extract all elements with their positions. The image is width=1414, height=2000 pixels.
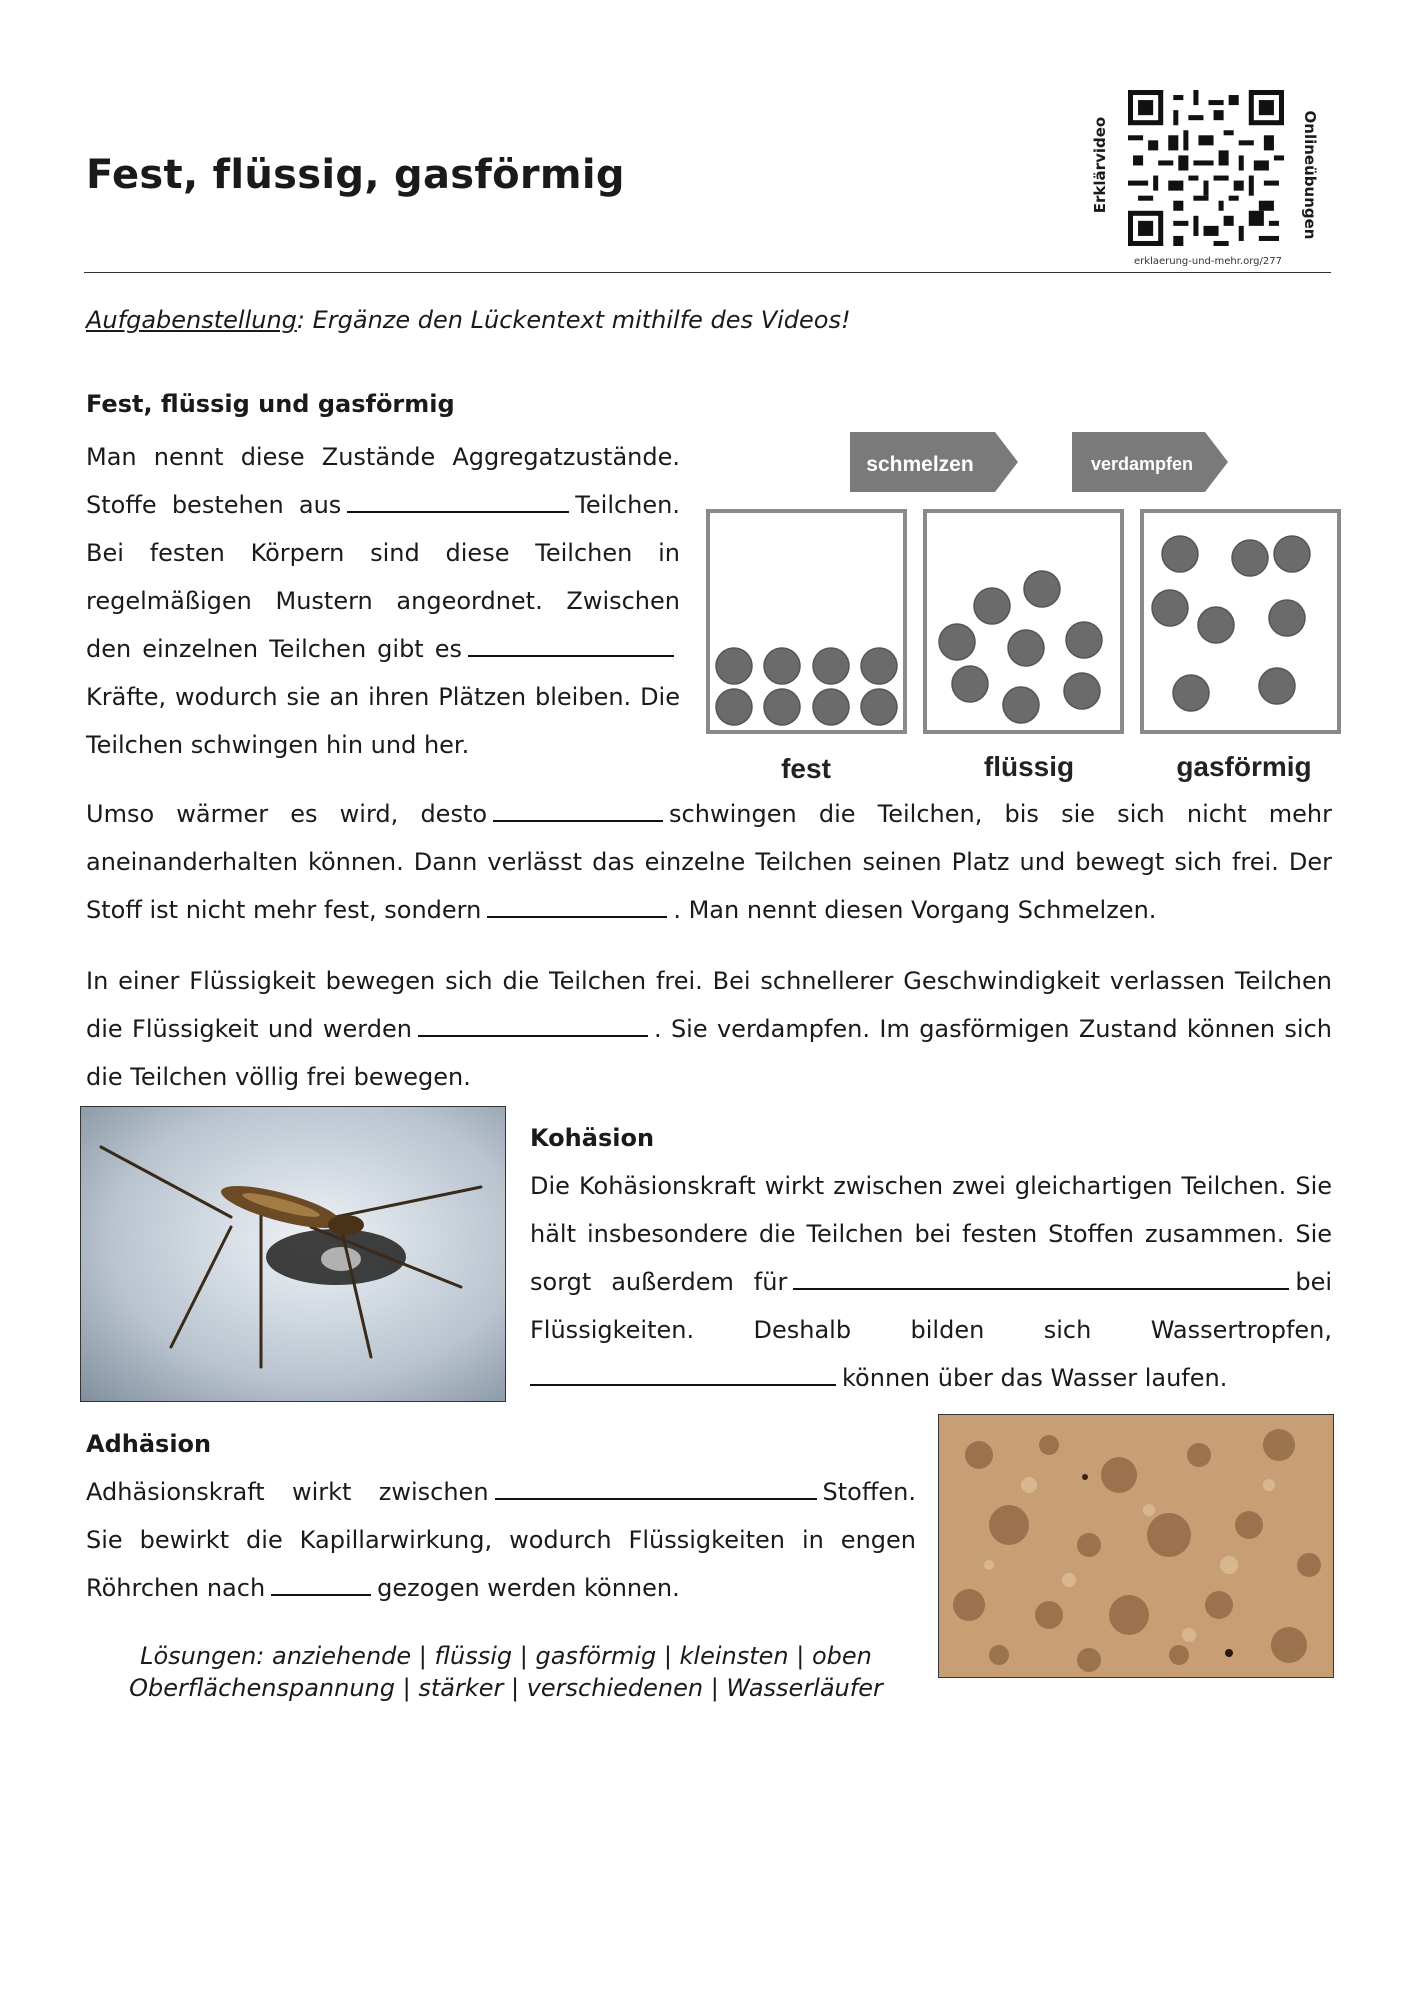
label-solid: fest: [781, 753, 831, 784]
header-divider: [84, 272, 1331, 273]
gap-field-4[interactable]: [487, 916, 667, 918]
particles: [716, 536, 1310, 725]
label-gas: gasförmig: [1176, 751, 1312, 782]
task-instruction: [86, 306, 851, 334]
page-title: Fest, flüssig, gasförmig: [86, 152, 625, 198]
gap-field-2[interactable]: [468, 655, 674, 657]
task-text: : Ergänze den Lückentext mithilfe des Videos!: [296, 306, 851, 334]
task-label: Aufgabenstellung: [86, 306, 297, 334]
solutions-box: [86, 1640, 926, 1704]
paragraph-cohesion: Die Kohäsionskraft wirkt zwischen zwei gleichartigen Teilchen. Sie hält insbesondere die Teilchen bei festen Stoffen zusammen. Sie sorgt außerdem für bei Flüssigkeiten. Deshalb bilden sich Wassertropfen,können über das Wasser laufen.: [530, 1172, 1332, 1392]
svg-text:schmelzen: schmelzen: [866, 453, 974, 476]
solutions-line-1: Lösungen: anziehende | flüssig | gasförmig | kleinsten | oben: [140, 1642, 872, 1670]
svg-text:verdampfen: verdampfen: [1090, 454, 1194, 474]
paragraph-states-1: Man nennt diese Zustände Aggregatzustände. Stoffe bestehen aus Teilchen. Bei festen Körpern sind diese Teilchen in regelmäßigen Mustern angeordnet. Zwischen den einzelnen Teilchen gibt esKräfte, wodurch sie an ihren Plätzen bleiben. Die Teilchen schwingen hin und her.: [86, 443, 680, 759]
particle-diagram: [700, 420, 1360, 800]
solutions-line-2: Oberflächenspannung | stärker | verschiedenen | Wasserläufer: [129, 1674, 883, 1702]
arrow-evaporating: [1072, 432, 1228, 492]
water-strider-photo: [80, 1106, 506, 1402]
gap-field-7[interactable]: [530, 1384, 836, 1386]
gap-field-8[interactable]: [495, 1498, 817, 1500]
qr-code[interactable]: [1128, 90, 1284, 246]
section-heading-states: Fest, flüssig und gasförmig: [86, 390, 455, 418]
gap-field-1[interactable]: [347, 511, 569, 513]
gap-field-5[interactable]: [418, 1035, 648, 1037]
qr-label-video: Erklärvideo: [1091, 116, 1109, 214]
label-liquid: flüssig: [983, 751, 1075, 782]
paragraph-adhesion: Adhäsionskraft wirkt zwischen Stoffen. Sie bewirkt die Kapillarwirkung, wodurch Flüssigkeiten in engen Röhrchen nach gezogen werden können.: [86, 1478, 916, 1602]
arrow-melting: [850, 432, 1018, 492]
section-heading-cohesion: Kohäsion: [530, 1124, 655, 1152]
gap-field-3[interactable]: [493, 820, 663, 822]
paragraph-states-2: Umso wärmer es wird, desto schwingen die Teilchen, bis sie sich nicht mehr aneinanderhalten können. Dann verlässt das einzelne Teilchen seinen Platz und bewegt sich frei. Der Stoff ist nicht mehr fest, sondern . Man nennt diesen Vorgang Schmelzen.: [86, 800, 1332, 924]
gap-field-9[interactable]: [271, 1594, 371, 1596]
section-heading-adhesion: Adhäsion: [86, 1430, 212, 1458]
bread-photo: [938, 1414, 1334, 1678]
qr-url[interactable]: erklaerung-und-mehr.org/277: [1134, 256, 1282, 267]
paragraph-states-3: In einer Flüssigkeit bewegen sich die Teilchen frei. Bei schnellerer Geschwindigkeit verlassen Teilchen die Flüssigkeit und werden . Sie verdampfen. Im gasförmigen Zustand können sich die Teilchen völlig frei bewegen.: [86, 967, 1332, 1091]
gap-field-6[interactable]: [793, 1288, 1289, 1290]
qr-label-exercises: Onlineübungen: [1301, 110, 1319, 240]
